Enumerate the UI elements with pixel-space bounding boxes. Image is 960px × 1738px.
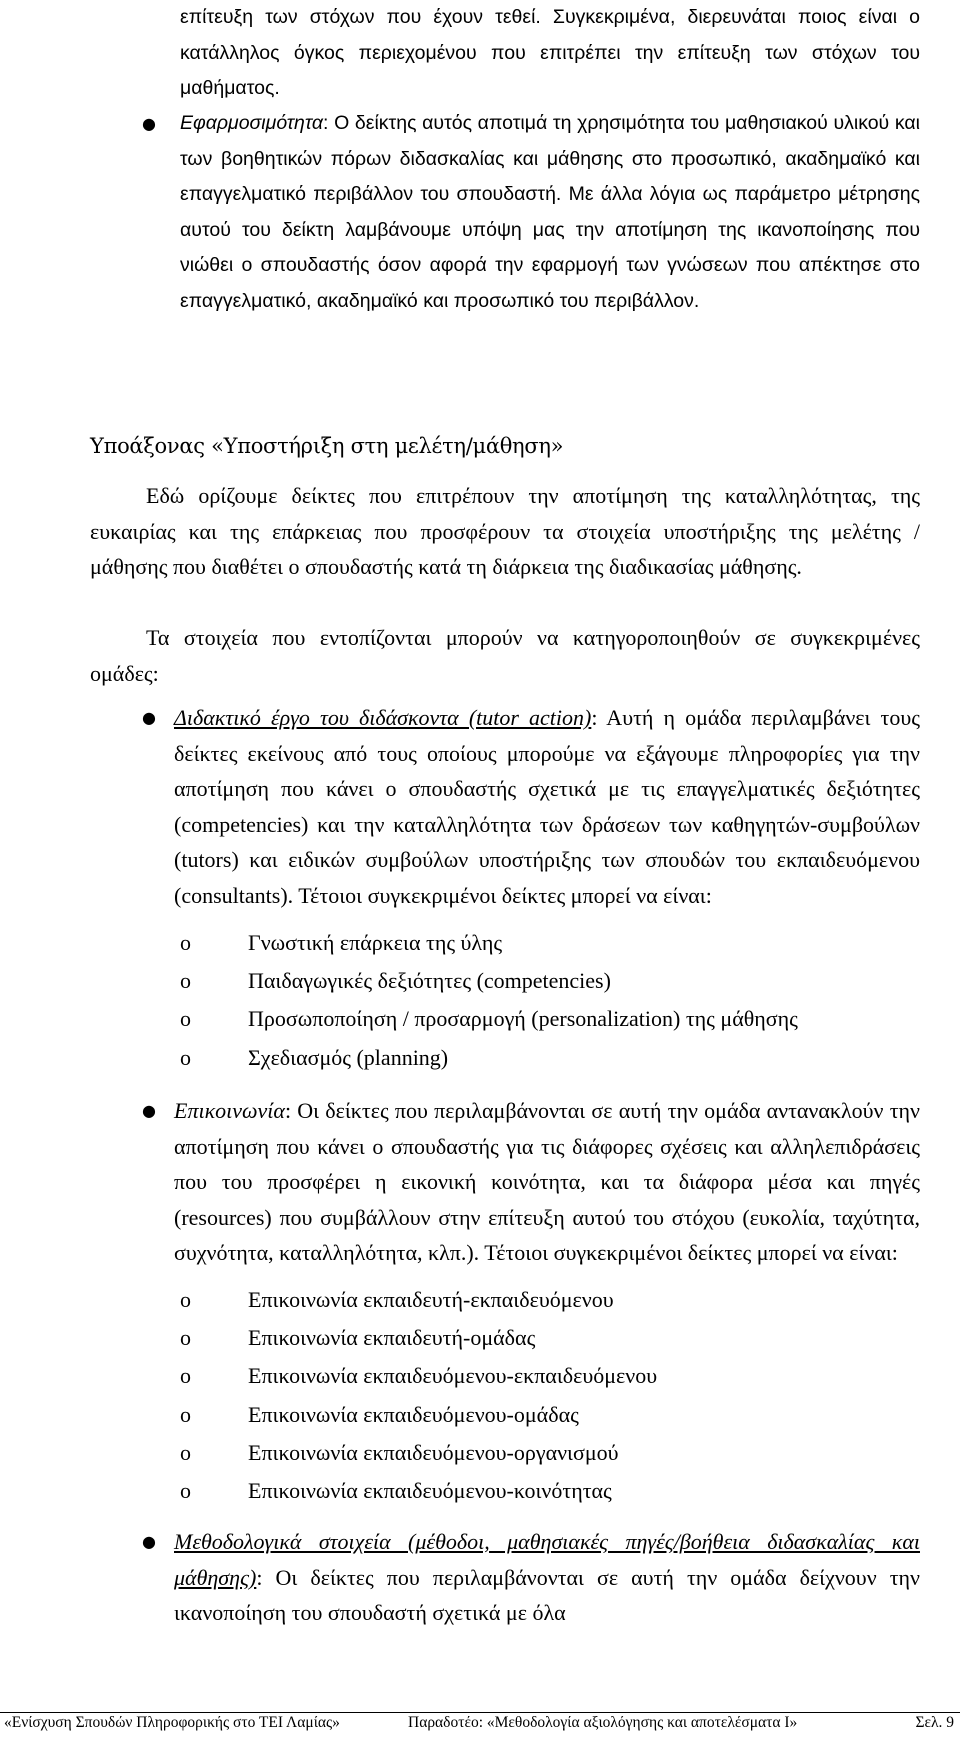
tutor-indicator-list (180, 924, 798, 1077)
tutor-text: : Αυτή η ομάδα περιλαμβάνει τους δείκτες εκείνους από τους οποίους μπορούμε να εξάγουμε πληροφορίες για την αποτίμηση που κάνει ο σπουδαστής σχετικά με τις επαγγελματικές δεξιότητες (competencies) και την καταλληλότητα των δράσεων των καθηγητών-συμβούλων (tutors) και ειδικών συμβούλων υποστήριξης των σπουδών του εκπαιδευόμενου (consultants). Τέτοιοι συγκεκριμένοι δείκτες μπορεί να είναι: (174, 705, 920, 908)
methodology-paragraph (174, 1524, 920, 1631)
circle-bullet-icon: o (180, 1401, 191, 1427)
applicability-paragraph (180, 106, 920, 320)
list-item: o Προσωποποίηση / προσαρμογή (personalization) της μάθησης (180, 1000, 798, 1038)
circle-bullet-icon: o (180, 1439, 191, 1465)
continuation-paragraph (180, 0, 920, 107)
bullet-icon: ● (142, 1532, 156, 1551)
list-item: o Επικοινωνία εκπαιδευτή-ομάδας (180, 1319, 657, 1357)
list-item: o Επικοινωνία εκπαιδευόμενου-ομάδας (180, 1396, 657, 1434)
list-item: o Επικοινωνία εκπαιδευόμενου-οργανισμού (180, 1434, 657, 1472)
section-heading: Υποάξονας «Υποστήριξη στη μελέτη/μάθηση» (90, 434, 564, 458)
footer-divider (0, 1712, 960, 1713)
continuation-text: επίτευξη των στόχων που έχουν τεθεί. Συγκεκριμένα, διερευνάται ποιος είναι ο κατάλληλος όγκος περιεχομένου που επιτρέπει την επίτευξη των στόχων του μαθήματος. (180, 6, 920, 100)
communication-text: : Οι δείκτες που περιλαμβάνονται σε αυτή την ομάδα αντανακλούν την αποτίμηση που κάνει ο σπουδαστής για τις διάφορες σχέσεις και αλληλεπιδράσεις που του προσφέρει η εικονική κοινότητα, και τα διάφορα μέσα και πηγές (resources) που συμβάλλουν στην επίτευξη αυτού του στόχου (ευκολία, ταχύτητα, συχνότητα, καταλληλότητα, κλπ.). Τέτοιοι συγκεκριμένοι δείκτες μπορεί να είναι: (174, 1098, 920, 1266)
methodology-term: Μεθοδολογικά στοιχεία (μέθοδοι, μαθησιακές πηγές/βοήθεια διδασκαλίας και μάθησης) (174, 1529, 920, 1590)
circle-bullet-icon: o (180, 930, 191, 955)
tutor-paragraph (174, 700, 920, 914)
bullet-icon: ● (142, 114, 156, 133)
circle-bullet-icon: o (180, 968, 191, 994)
applicability-text: : Ο δείκτης αυτός αποτιμά τη χρησιμότητα του μαθησιακού υλικού και των βοηθητικών πόρων διδασκαλίας και μάθησης στο προσωπικό, ακαδημαϊκό και επαγγελματικό περιβάλλον του σπουδαστή. Με άλλα λόγια ως παράμετρο μέτρησης αυτού του δείκτη λαμβάνουμε υπόψη μας την αποτίμηση της ικανοποίησης που νιώθει ο σπουδαστής όσον αφορά την εφαρμογή των γνώσεων που απέκτησε στο επαγγελματικό, ακαδημαϊκό και προσωπικό του περιβάλλον. (180, 112, 920, 312)
circle-bullet-icon: o (180, 1363, 191, 1389)
circle-bullet-icon: o (180, 1287, 191, 1312)
communication-paragraph (174, 1093, 920, 1271)
list-item: o Παιδαγωγικές δεξιότητες (competencies) (180, 962, 798, 1000)
circle-bullet-icon: o (180, 1044, 191, 1070)
circle-bullet-icon: o (180, 1325, 191, 1351)
footer-center: Παραδοτέο: «Μεθοδολογία αξιολόγησης και αποτελέσματα Ι» (408, 1714, 798, 1731)
tutor-term: Διδακτικό έργο του διδάσκοντα (tutor action) (174, 705, 592, 730)
applicability-term: Εφαρμοσιμότητα (180, 112, 323, 134)
groups-paragraph: Τα στοιχεία που εντοπίζονται μπορούν να κατηγοροποιηθούν σε συγκεκριμένες ομάδες: (90, 625, 920, 686)
list-item: o Επικοινωνία εκπαιδευτή-εκπαιδευόμενου (180, 1281, 657, 1319)
footer-left: «Ενίσχυση Σπουδών Πληροφορικής στο ΤΕΙ Λαμίας» (4, 1714, 340, 1731)
methodology-text: : Οι δείκτες που περιλαμβάνονται σε αυτή την ομάδα δείχνουν την ικανοποίηση του σπουδαστή σχετικά με όλα (174, 1564, 920, 1626)
bullet-icon: ● (142, 708, 156, 727)
list-item: o Επικοινωνία εκπαιδευόμενου-εκπαιδευόμενου (180, 1357, 657, 1395)
list-item: o Γνωστική επάρκεια της ύλης (180, 924, 798, 962)
circle-bullet-icon: o (180, 1478, 191, 1504)
communication-term: Επικοινωνία (174, 1098, 285, 1123)
circle-bullet-icon: o (180, 1006, 191, 1032)
list-item: o Σχεδιασμός (planning) (180, 1039, 798, 1077)
bullet-icon: ● (142, 1101, 156, 1120)
footer-page-number: Σελ. 9 (915, 1714, 954, 1731)
communication-indicator-list (180, 1281, 657, 1510)
list-item: o Επικοινωνία εκπαιδευόμενου-κοινότητας (180, 1472, 657, 1510)
intro-paragraph: Εδώ ορίζουμε δείκτες που επιτρέπουν την αποτίμηση της καταλληλότητας, της ευκαιρίας και της επάρκειας που προσφέρουν τα στοιχεία υποστήριξης της μελέτης / μάθησης που διαθέτει ο σπουδαστής κατά τη διάρκεια της διαδικασίας μάθησης. (90, 483, 920, 580)
